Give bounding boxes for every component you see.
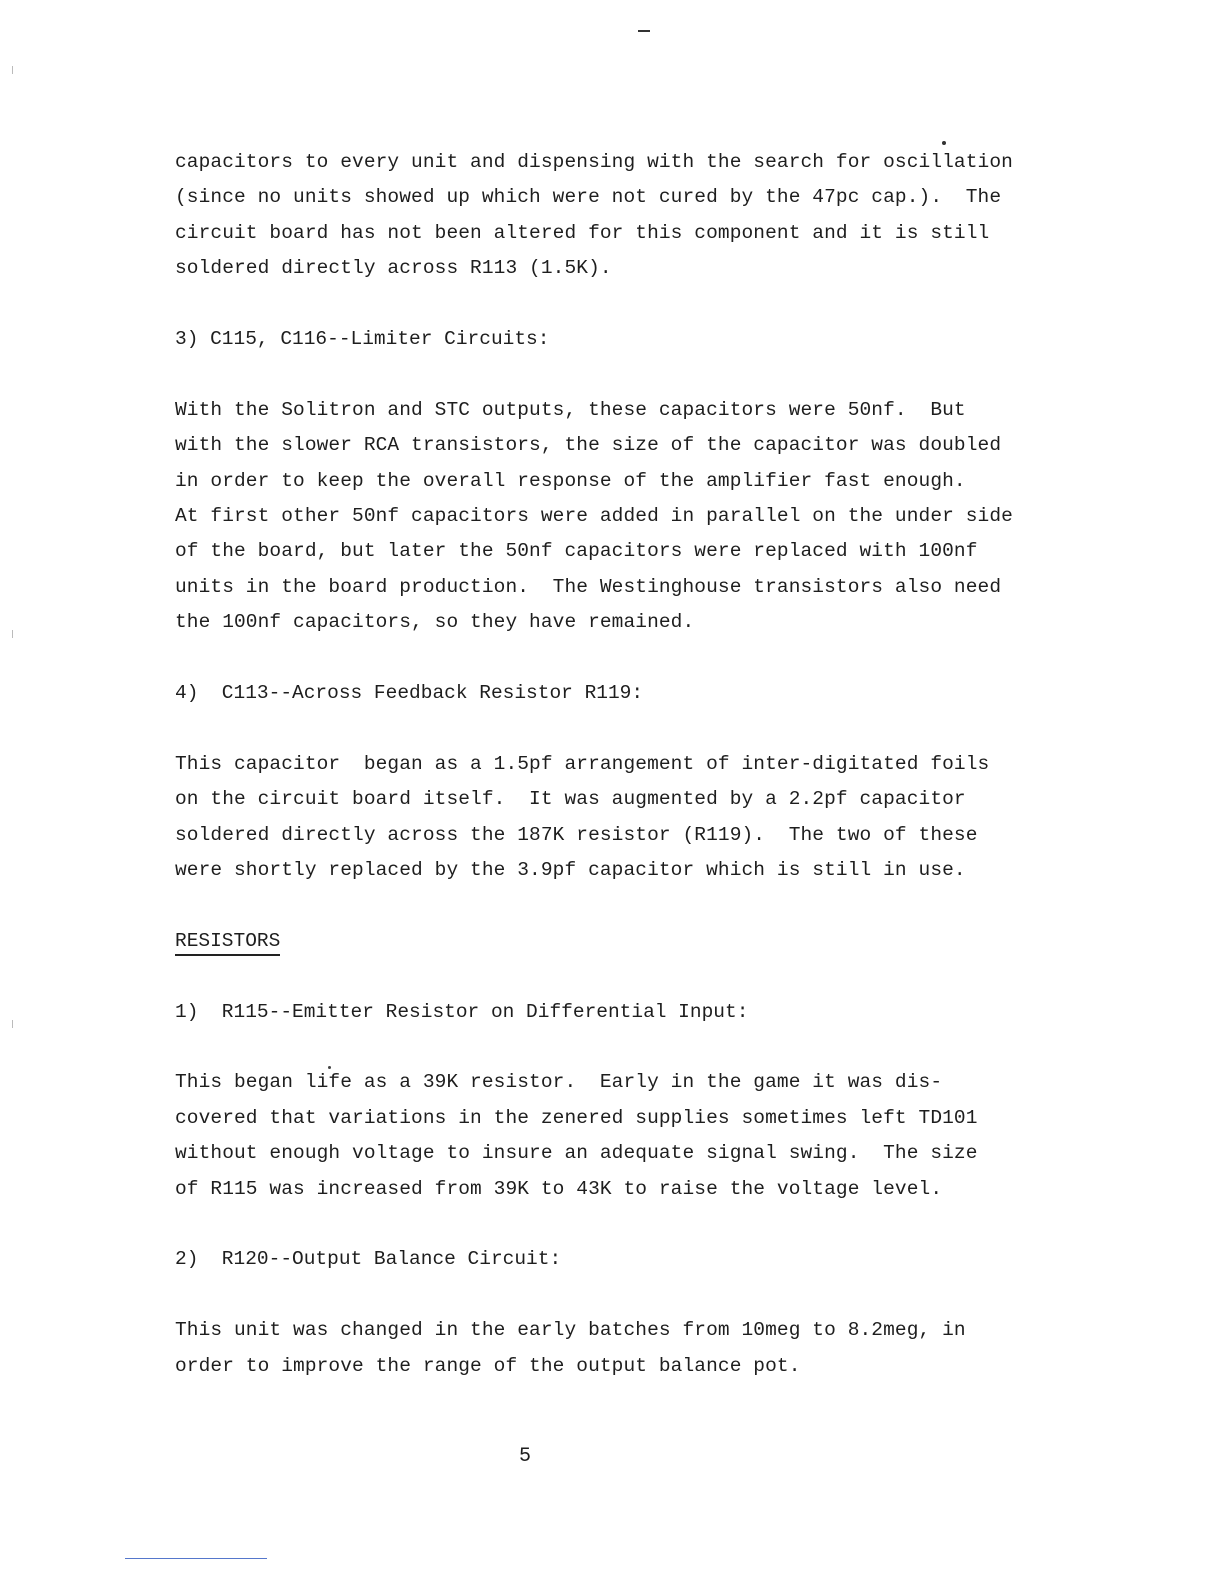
heading-c115-c116: 3) C115, C116--Limiter Circuits: [175,328,550,351]
footer-rule [125,1558,267,1559]
heading-c113: 4) C113--Across Feedback Resistor R119: [175,682,644,705]
paragraph-r120 [175,1313,1055,1384]
document-body [175,145,1055,1384]
text-line: on the circuit board itself. It was augmented by a 2.2pf capacitor [175,788,966,811]
text-line: soldered directly across R113 (1.5K). [175,257,612,280]
text-line: were shortly replaced by the 3.9pf capacitor which is still in use. [175,859,966,882]
text-line: without enough voltage to insure an adequate signal swing. The size [175,1142,978,1165]
heading-r115: 1) R115--Emitter Resistor on Differential Input: [175,1000,749,1023]
text-line: units in the board production. The Westinghouse transistors also need [175,575,1002,598]
paragraph-c115-c116 [175,393,1055,641]
page-number: 5 [519,1445,532,1468]
text-line: of R115 was increased from 39K to 43K to raise the voltage level. [175,1177,943,1200]
text-line: (since no units showed up which were not cured by the 47pc cap.). The [175,186,1002,209]
text-line: covered that variations in the zenered supplies sometimes left TD101 [175,1106,978,1129]
heading-r120: 2) R120--Output Balance Circuit: [175,1248,562,1271]
text-line: This capacitor began as a 1.5pf arrangement of inter-digitated foils [175,752,990,775]
text-line: in order to keep the overall response of the amplifier fast enough. [175,469,966,492]
text-line: soldered directly across the 187K resistor (R119). The two of these [175,823,978,846]
scan-edge-mark [12,1020,13,1028]
section-title-resistors [175,924,1055,959]
text-line: the 100nf capacitors, so they have remained. [175,611,695,634]
paragraph-c113 [175,747,1055,889]
text-line: order to improve the range of the output balance pot. [175,1354,801,1377]
text-line: This unit was changed in the early batches from 10meg to 8.2meg, in [175,1319,966,1342]
text-line: With the Solitron and STC outputs, these capacitors were 50nf. But [175,398,966,421]
section-title-resistors-text: RESISTORS [175,929,280,956]
paragraph-continued [175,145,1055,287]
scan-edge-mark [12,66,13,74]
text-line: capacitors to every unit and dispensing with the search for oscillation [175,151,1013,173]
text-line: At first other 50nf capacitors were added in parallel on the under side [175,505,1013,528]
scan-edge-mark [12,630,13,638]
top-dash-mark [638,30,650,32]
text-line: of the board, but later the 50nf capacitors were replaced with 100nf [175,540,978,563]
text-line: with the slower RCA transistors, the size of the capacitor was doubled [175,434,1002,457]
text-line: circuit board has not been altered for this component and it is still [175,221,990,244]
text-line: This began life as a 39K resistor. Early in the game it was dis- [175,1071,943,1094]
paragraph-r115 [175,1065,1055,1207]
